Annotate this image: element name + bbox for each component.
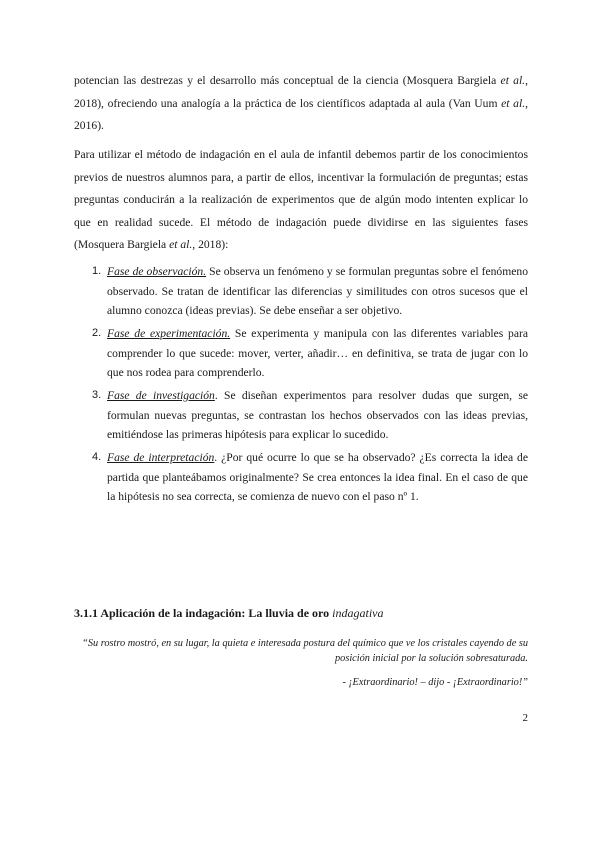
phase-title: Fase de interpretación xyxy=(107,451,215,464)
phase-title: Fase de experimentación. xyxy=(107,327,231,340)
citation-et-al: et al. xyxy=(500,74,526,87)
list-item xyxy=(92,448,528,507)
list-number: 3. xyxy=(92,389,102,401)
list-item xyxy=(92,324,528,383)
list-item xyxy=(92,262,528,321)
paragraph-intro xyxy=(74,70,528,138)
citation-et-al: et al. xyxy=(501,96,526,110)
epigraph-dialog: - ¡Extraordinario! – dijo - ¡Extraordinario!” xyxy=(342,677,528,688)
phase-text: Se observa un fenómeno y se formulan preguntas sobre el fenómeno observado. Se tratan de identificar las diferencias y similitudes con otros sucesos que el alumno conozca (ideas previas). Se debe enseñar a ser objetivo. xyxy=(107,265,528,317)
list-number: 2. xyxy=(92,327,102,339)
list-number: 1. xyxy=(92,265,102,277)
page-number: 2 xyxy=(522,712,528,724)
epigraph-quote: “Su rostro mostró, en su lugar, la quieta e interesada postura del químico que ve los cristales cayendo de su posición inicial por la solución sobresaturada. xyxy=(82,638,528,664)
section-title-italic: indagativa xyxy=(332,606,384,620)
paragraph-text: , 2016). xyxy=(74,96,528,132)
paragraph-text: , 2018), ofreciendo una analogía a la práctica de los científicos adaptada al aula (Van Uum xyxy=(74,74,528,110)
citation-et-al: et al. xyxy=(169,238,193,251)
paragraph-text: potencian las destrezas y el desarrollo más conceptual de la ciencia (Mosquera Bargiela xyxy=(74,74,501,87)
list-number: 4. xyxy=(92,451,102,463)
phase-text: . ¿Por qué ocurre lo que se ha observado? ¿Es correcta la idea de partida que planteábamos originalmente? Se crea entonces la idea final. En el caso de que la hipótesis no sea correcta, se comienza de nuevo con el paso nº 1. xyxy=(107,451,528,503)
section-heading xyxy=(74,604,383,622)
list-item xyxy=(92,386,528,445)
paragraph-text: Para utilizar el método de indagación en el aula de infantil debemos partir de los conocimientos previos de nuestros alumnos para, a partir de ellos, incentivar la formulación de preguntas; estas preguntas conducirán a la realización de experimentos que de algún modo intenten explicar lo que en realidad sucede. El método de indagación puede dividirse en las siguientes fases (Mosquera Bargiela xyxy=(74,148,528,251)
phase-text: Se experimenta y manipula con las diferentes variables para comprender lo que sucede: mover, verter, añadir… en definitiva, se trata de jugar con lo que nos rodea para comprenderlo. xyxy=(107,327,528,379)
section-number: 3.1.1 xyxy=(74,606,98,620)
phase-title: Fase de observación. xyxy=(107,265,207,278)
section-title: Aplicación de la indagación: La lluvia de oro xyxy=(100,606,330,620)
paragraph-method xyxy=(74,144,528,257)
paragraph-text: , 2018): xyxy=(192,238,229,251)
phase-text: . Se diseñan experimentos para resolver dudas que surgen, se formulan nuevas preguntas, se contrastan los hechos observados con las ideas previas, emitiéndose las primeras hipótesis para explicar lo sucedido. xyxy=(107,389,528,441)
phase-title: Fase de investigación xyxy=(107,389,215,402)
